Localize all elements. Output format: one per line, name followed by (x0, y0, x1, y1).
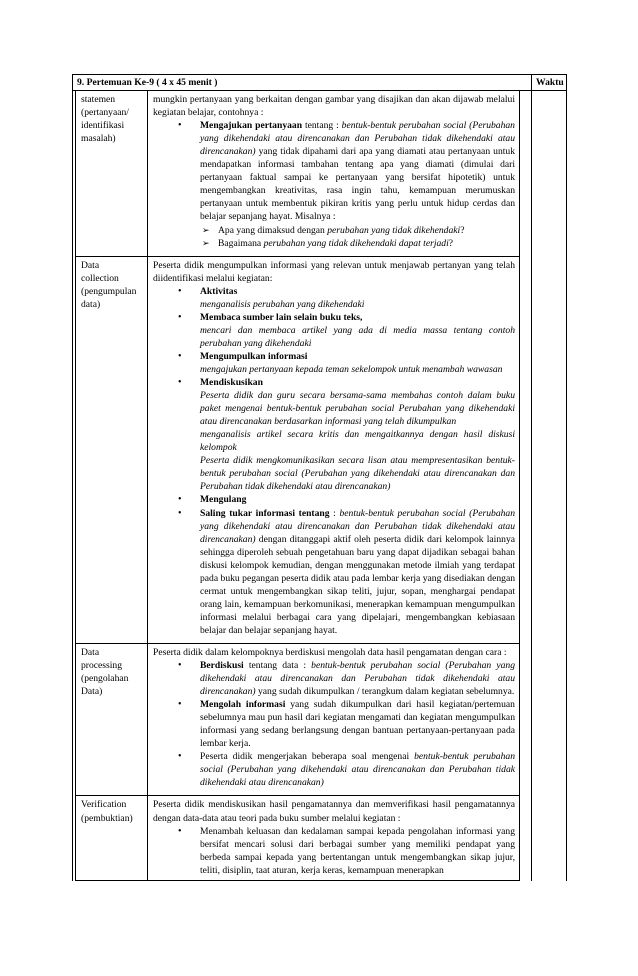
collection-row (76, 256, 520, 643)
collection-label: Data collection (pengumpulan data) (76, 256, 148, 643)
processing-label: Data processing (pengolahan Data) (76, 643, 148, 796)
list-item: • Aktivitas menganalisis perubahan yang dikehendaki (200, 285, 515, 311)
list-item: • Mengajukan pertanyaan tentang : bentuk-bentuk perubahan social (Perubahan yang dikehendaki atau direncanakan dan Perubahan tidak dikehendaki atau direncanakan) yang tidak dipahami dari apa yang diamati atau pertanyaan untuk mendapatkan informasi tambahan tentang apa yang diamati (dimulai dari pertanyaan faktual sampai ke pertanyaan yang bersifat hipotetik) untuk mengembangkan kreativitas, rasa ingin tahu, kemampuan merumuskan pertanyaan untuk membentuk pikiran kritis yang perlu untuk hidup cerdas dan belajar sepanjang hayat. Misalnya : ➢ Apa yang dimaksud dengan perubahan yang tidak dikehendaki? ➢ Bagaimana perubahan yang tidak dikehendaki dapat terjadi? (200, 119, 515, 249)
list-item: • Saling tukar informasi tentang : bentuk-bentuk perubahan social (Perubahan yang dikehendaki atau direncanakan dan Perubahan tidak dikehendaki atau direncanakan) dengan ditanggapi aktif oleh peserta didik dari kelompok lainnya sehingga diperoleh sebuah pengetahuan baru yang dapat dijadikan sebagai bahan diskusi kelompok kemudian, dengan menggunakan metode ilmiah yang terdapat pada buku pegangan peserta didik atau pada lembar kerja yang disediakan dengan cermat untuk mengembangkan sikap teliti, jujur, sopan, menghargai pendapat orang lain, kemampuan berkomunikasi, menerapkan kemampuan mengumpulkan informasi melalui berbagai cara yang dipelajari, mengembangkan kebiasaan belajar dan belajar sepanjang hayat. (200, 507, 515, 637)
processing-row (76, 643, 520, 796)
waktu-header: Waktu (532, 75, 567, 91)
verification-row (76, 796, 520, 880)
lesson-plan-table (72, 74, 567, 881)
collection-content (148, 256, 520, 643)
list-item: • Peserta didik mengerjakan beberapa soal mengenai bentuk-bentuk perubahan social (Perubahan yang dikehendaki atau direncanakan dan Perubahan tidak dikehendaki atau direncanakan) (200, 750, 515, 789)
verification-intro: Peserta didik mendiskusikan hasil pengamatannya dan memverifikasi hasil pengamatannya dengan data-data atau teori pada buku sumber melalui kegiatan : (153, 799, 515, 824)
content-cell (73, 91, 532, 881)
list-item: ➢ Bagaimana perubahan yang tidak dikehendaki dapat terjadi? (218, 237, 515, 250)
list-item: • Mengolah informasi yang sudah dikumpulkan dari hasil kegiatan/pertemuan sebelumnya mau pun hasil dari kegiatan mengamati dan kegiatan mengumpulkan informasi yang sedang berlangsung dengan bantuan pertanyaan-pertanyaan pada lembar kerja. (200, 698, 515, 750)
statement-label: statemen (pertanyaan/ identifikasi masalah) (76, 91, 148, 256)
statement-row (76, 91, 520, 256)
collection-intro: Peserta didik mengumpulkan informasi yang relevan untuk menjawab pertanyan yang telah diidentifikasi melalui kegiatan: (153, 259, 515, 284)
verification-content (148, 796, 520, 880)
content-row (73, 91, 567, 881)
lesson-plan-page (72, 74, 566, 881)
processing-content (148, 643, 520, 796)
list-item: • Berdiskusi tentang data : bentuk-bentuk perubahan social (Perubahan yang dikehendaki atau direncanakan dan Perubahan tidak dikehendaki atau direncanakan) yang sudah dikumpulkan / terangkum dalam kegiatan sebelumnya. (200, 659, 515, 698)
table-header-row (73, 75, 567, 91)
list-item: • Membaca sumber lain selain buku teks, mencari dan membaca artikel yang ada di media massa tentang contoh perubahan yang dikehendaki (200, 311, 515, 350)
statement-content (148, 91, 520, 256)
list-item: • Mengumpulkan informasi mengajukan pertanyaan kepada teman sekelompok untuk menambah wawasan (200, 350, 515, 376)
verification-label: Verification (pembuktian) (76, 796, 148, 880)
inner-table (75, 91, 520, 881)
processing-intro: Peserta didik dalam kelompoknya berdiskusi mengolah data hasil pengamatan dengan cara : (153, 646, 507, 658)
list-item: • Menambah keluasan dan kedalaman sampai kepada pengolahan informasi yang bersifat mencari solusi dari berbagai sumber yang memiliki pendapat yang berbeda sampai kepada yang bertentangan untuk mengembangkan sikap jujur, teliti, disiplin, taat aturan, kerja keras, kemampuan menerapkan (200, 825, 515, 877)
waktu-cell (532, 91, 567, 881)
list-item: • Mendiskusikan Peserta didik dan guru secara bersama-sama membahas contoh dalam buku paket mengenai bentuk-bentuk perubahan social Perubahan yang dikehendaki atau direncanakan berdasarkan informasi yang telah dikumpulkan menganalisis artikel secara kritis dan mengaitkannya dengan hasil diskusi kelompok Peserta didik mengkomunikasikan secara lisan atau mempresentasikan bentuk-bentuk perubahan social (Perubahan yang dikehendaki atau direncanakan dan Perubahan tidak dikehendaki atau direncanakan) (200, 376, 515, 493)
list-item: ➢ Apa yang dimaksud dengan perubahan yang tidak dikehendaki? (218, 224, 515, 237)
meeting-title: 9. Pertemuan Ke-9 ( 4 x 45 menit ) (73, 75, 532, 91)
statement-intro: mungkin pertanyaan yang berkaitan dengan gambar yang disajikan dan akan dijawab melalui kegiatan belajar, contohnya : (153, 94, 515, 119)
list-item: • Mengulang (200, 493, 515, 506)
